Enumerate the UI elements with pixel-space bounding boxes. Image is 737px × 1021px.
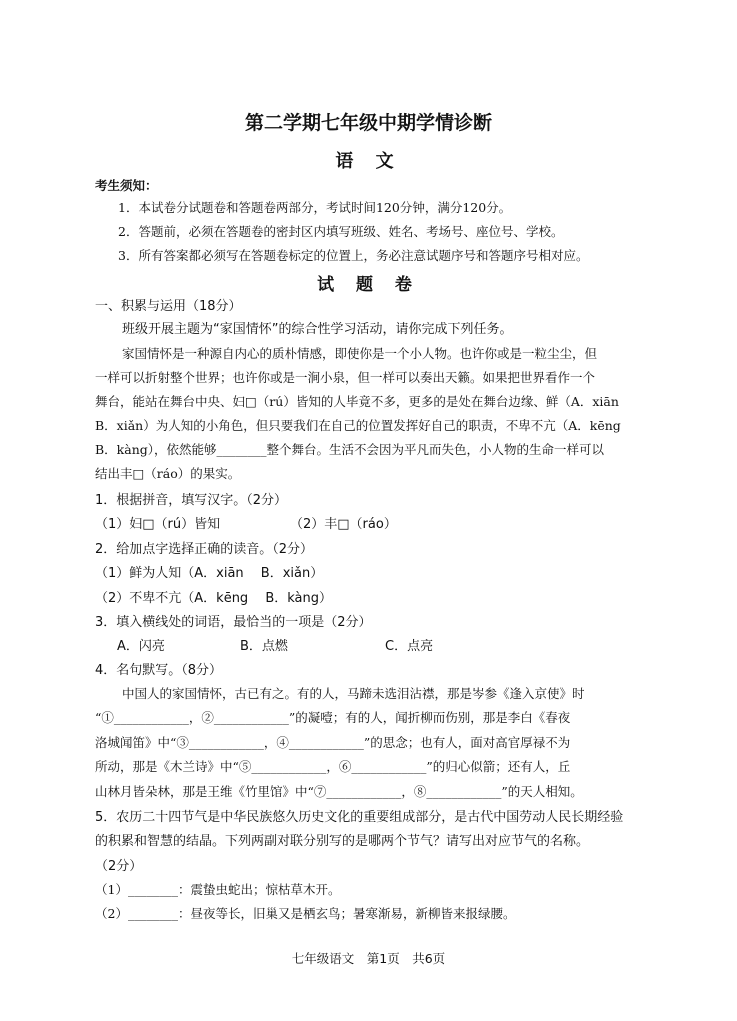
question-4-stem: 4．名句默写。（8分） xyxy=(95,663,223,678)
subject-title: 语 文 xyxy=(335,151,402,172)
question-4-line: 洛城闻笛》中“③____________，④____________”的思念；也有人，面对高官厚禄不为 xyxy=(95,735,571,750)
question-4-line: “①____________，②____________”的凝噎；有的人，闻折柳而伤别，那是李白《春夜 xyxy=(95,710,571,725)
question-3-option-a: A．闪亮 xyxy=(117,639,165,654)
passage-line: 舞台，能站在舞台中央、妇□（rú）皆知的人毕竟不多，更多的是处在舞台边缘、鲜（A．xiān xyxy=(95,394,619,409)
passage-line: 一样可以折射整个世界；也许你或是一涧小泉，但一样可以奏出天籁。如果把世界看作一个 xyxy=(95,370,596,385)
question-5-stem: 5．农历二十四节气是中华民族悠久历史文化的重要组成部分，是古代中国劳动人民长期经验 xyxy=(95,810,624,825)
section-1-intro: 班级开展主题为“家国情怀”的综合性学习活动，请你完成下列任务。 xyxy=(122,322,513,337)
notice-item-1: 1．本试卷分试题卷和答题卷两部分，考试时间120分钟，满分120分。 xyxy=(118,200,512,215)
question-1-part-b: （2）丰□（ráo） xyxy=(290,517,397,532)
question-4-line: 山林月皆朵林，那是王维《竹里馆》中“⑦____________，⑧____________”的天人相知。 xyxy=(95,784,583,799)
question-2-stem: 2．给加点字选择正确的读音。（2分） xyxy=(95,542,314,557)
question-1-part-a: （1）妇□（rú）皆知 xyxy=(95,517,221,532)
paper-title: 试 题 卷 xyxy=(317,275,420,295)
question-5-score: （2分） xyxy=(95,859,143,874)
question-2-part-b: （2）不卑不亢（A．kēng B．kàng） xyxy=(95,591,332,606)
page-footer: 七年级语文 第1页 共6页 xyxy=(291,951,446,966)
question-3-option-b: B．点燃 xyxy=(240,639,288,654)
question-4-line: 所动，那是《木兰诗》中“⑤____________，⑥____________”的归心似箭；还有人，丘 xyxy=(95,759,571,774)
passage-line: B．kàng），依然能够________整个舞台。生活不会因为平凡而失色，小人物的生命一样可以 xyxy=(95,442,605,457)
question-5-part-a: （1）________：震蛰虫蛇出；惊枯草木开。 xyxy=(95,882,341,897)
exam-title: 第二学期七年级中期学情诊断 xyxy=(244,112,492,134)
passage-line: 结出丰□（ráo）的果实。 xyxy=(95,466,241,481)
question-5-stem-cont: 的积累和智慧的结晶。下列两副对联分别写的是哪两个节气？请写出对应节气的名称。 xyxy=(95,834,590,849)
question-1-stem: 1．根据拼音，填写汉字。（2分） xyxy=(95,493,288,508)
question-4-line: 中国人的家国情怀，古已有之。有的人，马蹄未选泪沾襟，那是岑参《逢入京使》时 xyxy=(122,686,585,701)
question-5-part-b: （2）________：昼夜等长，旧巢又是栖玄鸟；暑寒渐易，新柳皆来报绿腰。 xyxy=(95,906,516,921)
notice-heading: 考生须知： xyxy=(95,178,158,193)
passage-line: 家国情怀是一种源自内心的质朴情感，即使你是一个小人物。也许你或是一粒尘尘，但 xyxy=(122,346,598,361)
passage-line: B．xiǎn）为人知的小角色，但只要我们在自己的位置发挥好自己的职责，不卑不亢（A．kēng xyxy=(95,418,621,433)
notice-item-2: 2．答题前，必须在答题卷的密封区内填写班级、姓名、考场号、座位号、学校。 xyxy=(118,224,564,239)
question-3-option-c: C．点亮 xyxy=(385,639,434,654)
section-1-heading: 一、积累与运用（18分） xyxy=(95,299,242,314)
notice-item-3: 3．所有答案都必须写在答题卷标定的位置上，务必注意试题序号和答题序号相对应。 xyxy=(118,248,589,263)
question-2-part-a: （1）鲜为人知（A．xiān B．xiǎn） xyxy=(95,566,324,581)
question-3-stem: 3．填入横线处的词语，最恰当的一项是（2分） xyxy=(95,615,372,630)
